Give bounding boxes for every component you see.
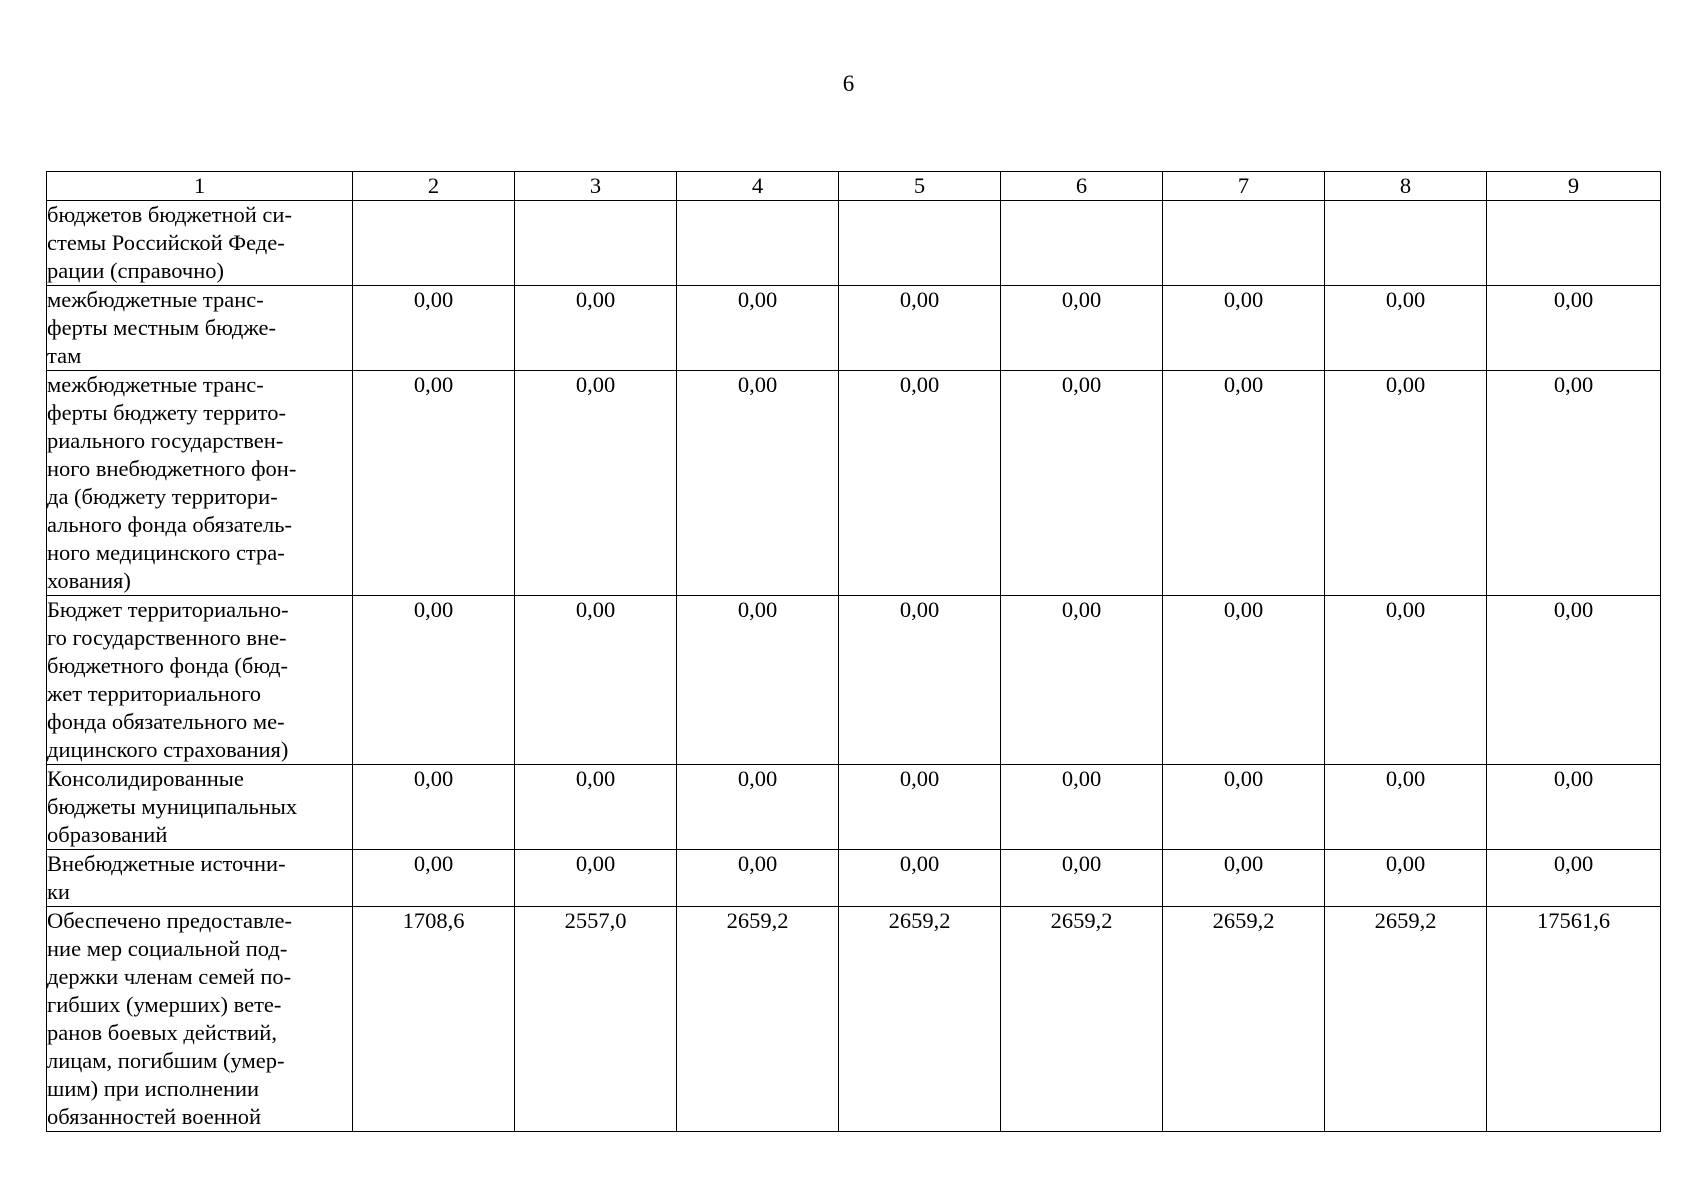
value-cell-col-3: 0,00 <box>515 286 677 371</box>
value-cell-col-3: 0,00 <box>515 765 677 850</box>
row-label <box>47 286 353 371</box>
row-label-line: межбюджетные транс- <box>47 372 264 397</box>
value-cell-col-2: 0,00 <box>353 371 515 596</box>
table-row <box>47 907 1661 1132</box>
value-cell-col-7: 0,00 <box>1163 765 1325 850</box>
value-cell-col-5 <box>839 201 1001 286</box>
row-label <box>47 596 353 765</box>
column-header-1: 1 <box>47 172 353 201</box>
column-header-8: 8 <box>1325 172 1487 201</box>
row-label-line: рации (справочно) <box>47 258 224 283</box>
value-cell-col-7: 0,00 <box>1163 850 1325 907</box>
value-cell-col-2: 1708,6 <box>353 907 515 1132</box>
table-header-row <box>47 172 1661 201</box>
value-cell-col-7: 0,00 <box>1163 596 1325 765</box>
row-label-line: бюджеты муниципальных <box>47 794 298 819</box>
row-label-line: Обеспечено предоставле- <box>47 908 292 933</box>
budget-table <box>46 171 1661 1132</box>
column-header-9: 9 <box>1487 172 1661 201</box>
table-header <box>47 172 1661 201</box>
row-label-line: гибших (умерших) вете- <box>47 992 282 1017</box>
value-cell-col-5: 0,00 <box>839 371 1001 596</box>
value-cell-col-6: 0,00 <box>1001 371 1163 596</box>
value-cell-col-7: 0,00 <box>1163 371 1325 596</box>
value-cell-col-4: 0,00 <box>677 596 839 765</box>
value-cell-col-4 <box>677 201 839 286</box>
row-label-line: ранов боевых действий, <box>47 1020 277 1045</box>
value-cell-col-4: 0,00 <box>677 286 839 371</box>
value-cell-col-2: 0,00 <box>353 850 515 907</box>
value-cell-col-6 <box>1001 201 1163 286</box>
row-label-line: там <box>47 343 82 368</box>
value-cell-col-5: 0,00 <box>839 850 1001 907</box>
row-label-line: Внебюджетные источни- <box>47 851 286 876</box>
value-cell-col-8: 0,00 <box>1325 850 1487 907</box>
row-label-line: Бюджет территориально- <box>47 597 289 622</box>
value-cell-col-4: 0,00 <box>677 765 839 850</box>
value-cell-col-3: 0,00 <box>515 371 677 596</box>
value-cell-col-4: 2659,2 <box>677 907 839 1132</box>
value-cell-col-3: 0,00 <box>515 850 677 907</box>
value-cell-col-6: 0,00 <box>1001 286 1163 371</box>
value-cell-col-5: 0,00 <box>839 596 1001 765</box>
column-header-4: 4 <box>677 172 839 201</box>
table-row <box>47 765 1661 850</box>
value-cell-col-8: 0,00 <box>1325 596 1487 765</box>
table-row <box>47 596 1661 765</box>
row-label-line: жет территориального <box>47 681 262 706</box>
value-cell-col-2: 0,00 <box>353 596 515 765</box>
value-cell-col-6: 0,00 <box>1001 765 1163 850</box>
row-label-line: да (бюджету территори- <box>47 484 278 509</box>
table-body <box>47 201 1661 1132</box>
column-header-3: 3 <box>515 172 677 201</box>
row-label-line: ние мер социальной под- <box>47 936 288 961</box>
value-cell-col-7 <box>1163 201 1325 286</box>
table-row <box>47 850 1661 907</box>
row-label-line: ного внебюджетного фон- <box>47 456 297 481</box>
row-label-line: бюджетов бюджетной си- <box>47 202 292 227</box>
row-label-line: ки <box>47 879 70 904</box>
row-label-line: ферты местным бюдже- <box>47 315 277 340</box>
row-label <box>47 201 353 286</box>
table-row <box>47 201 1661 286</box>
value-cell-col-6: 0,00 <box>1001 850 1163 907</box>
value-cell-col-9: 0,00 <box>1487 765 1661 850</box>
row-label-line: держки членам семей по- <box>47 964 292 989</box>
page-number: 6 <box>842 71 855 96</box>
row-label-line: дицинского страхования) <box>47 737 289 762</box>
value-cell-col-7: 2659,2 <box>1163 907 1325 1132</box>
row-label <box>47 765 353 850</box>
value-cell-col-9: 0,00 <box>1487 286 1661 371</box>
row-label-line: ного медицинского стра- <box>47 540 285 565</box>
row-label-line: лицам, погибшим (умер- <box>47 1048 285 1073</box>
value-cell-col-8: 0,00 <box>1325 371 1487 596</box>
row-label <box>47 371 353 596</box>
value-cell-col-9 <box>1487 201 1661 286</box>
value-cell-col-8: 0,00 <box>1325 286 1487 371</box>
value-cell-col-2: 0,00 <box>353 286 515 371</box>
value-cell-col-5: 0,00 <box>839 286 1001 371</box>
value-cell-col-7: 0,00 <box>1163 286 1325 371</box>
value-cell-col-9: 0,00 <box>1487 596 1661 765</box>
row-label-line: хования) <box>47 568 131 593</box>
value-cell-col-4: 0,00 <box>677 371 839 596</box>
column-header-7: 7 <box>1163 172 1325 201</box>
column-header-6: 6 <box>1001 172 1163 201</box>
row-label-line: ферты бюджету террито- <box>47 400 286 425</box>
row-label-line: фонда обязательного ме- <box>47 709 285 734</box>
row-label-line: бюджетного фонда (бюд- <box>47 653 288 678</box>
value-cell-col-6: 0,00 <box>1001 596 1163 765</box>
row-label-line: образований <box>47 822 168 847</box>
value-cell-col-8: 2659,2 <box>1325 907 1487 1132</box>
row-label-line: обязанностей военной <box>47 1104 262 1129</box>
row-label-line: шим) при исполнении <box>47 1076 260 1101</box>
value-cell-col-5: 0,00 <box>839 765 1001 850</box>
value-cell-col-3 <box>515 201 677 286</box>
value-cell-col-3: 0,00 <box>515 596 677 765</box>
column-header-2: 2 <box>353 172 515 201</box>
value-cell-col-8: 0,00 <box>1325 765 1487 850</box>
value-cell-col-3: 2557,0 <box>515 907 677 1132</box>
row-label <box>47 907 353 1132</box>
value-cell-col-4: 0,00 <box>677 850 839 907</box>
value-cell-col-5: 2659,2 <box>839 907 1001 1132</box>
row-label-line: межбюджетные транс- <box>47 287 264 312</box>
value-cell-col-8 <box>1325 201 1487 286</box>
value-cell-col-9: 17561,6 <box>1487 907 1661 1132</box>
row-label-line: ального фонда обязатель- <box>47 512 293 537</box>
value-cell-col-6: 2659,2 <box>1001 907 1163 1132</box>
value-cell-col-2: 0,00 <box>353 765 515 850</box>
value-cell-col-9: 0,00 <box>1487 850 1661 907</box>
value-cell-col-2 <box>353 201 515 286</box>
column-header-5: 5 <box>839 172 1001 201</box>
row-label <box>47 850 353 907</box>
value-cell-col-9: 0,00 <box>1487 371 1661 596</box>
table-row <box>47 371 1661 596</box>
row-label-line: Консолидированные <box>47 766 244 791</box>
row-label-line: риального государствен- <box>47 428 284 453</box>
row-label-line: го государственного вне- <box>47 625 287 650</box>
row-label-line: стемы Российской Феде- <box>47 230 285 255</box>
table-row <box>47 286 1661 371</box>
